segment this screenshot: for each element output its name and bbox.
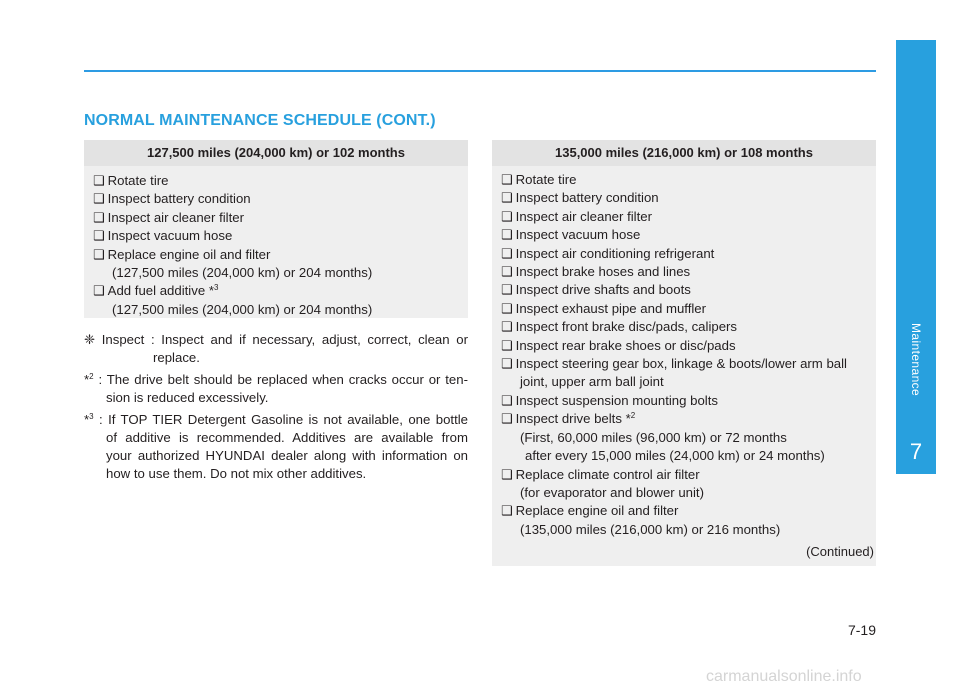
item-detail: (127,500 miles (204,000 km) or 204 months) (112, 301, 373, 317)
list-item: ❑ Replace engine oil and filter (501, 502, 876, 520)
chapter-number-tab: 7 (896, 430, 936, 474)
schedule-box-135000 (492, 140, 876, 566)
note-inspect: ❈ Inspect : Inspect and if necessary, adjust, correct, clean or replace. (84, 332, 468, 365)
list-item: ❑ Replace engine oil and filter (93, 246, 468, 264)
checkbox-icon: ❑ (93, 209, 105, 225)
checkbox-icon: ❑ (501, 392, 513, 408)
list-item: ❑ Rotate tire (501, 171, 876, 189)
footnotes (84, 331, 468, 487)
note-3: *$^3$ : If TOP TIER Detergent Gasoline is not available, one bottle of additive is recommended. Additives are available from your authorized HYUNDAI dealer along with information on how to use them. Do not mix other additives. (84, 412, 468, 481)
top-rule (84, 70, 876, 72)
list-item: ❑ Inspect brake hoses and lines (501, 263, 876, 281)
schedule-box-127500 (84, 140, 468, 318)
list-item: ❑ Inspect air cleaner filter (93, 209, 468, 227)
list-item: ❑ Add fuel additive *$^3$ (93, 282, 468, 300)
checkbox-icon: ❑ (501, 411, 513, 427)
checkbox-icon: ❑ (501, 319, 513, 335)
checkbox-icon: ❑ (501, 190, 513, 206)
list-item: ❑ Inspect vacuum hose (93, 227, 468, 245)
list-item: ❑ Inspect vacuum hose (501, 226, 876, 244)
list-item: ❑ Inspect air conditioning refrigerant (501, 245, 876, 263)
list-item: ❑ Inspect steering gear box, linkage & boots/lower arm ball (501, 355, 876, 373)
checkbox-icon: ❑ (501, 337, 513, 353)
list-item: ❑ Inspect exhaust pipe and muffler (501, 300, 876, 318)
watermark: carmanualsonline.info (706, 668, 862, 685)
checkbox-icon: ❑ (93, 283, 105, 299)
checkbox-icon: ❑ (501, 245, 513, 261)
list-item: ❑ Rotate tire (93, 172, 468, 190)
checkbox-icon: ❑ (501, 466, 513, 482)
item-detail: (First, 60,000 miles (96,000 km) or 72 months (520, 429, 787, 445)
list-item: ❑ Inspect front brake disc/pads, calipers (501, 318, 876, 336)
item-detail: (127,500 miles (204,000 km) or 204 months) (112, 265, 373, 281)
list-item: ❑ Replace climate control air filter (501, 466, 876, 484)
list-item: ❑ Inspect rear brake shoes or disc/pads (501, 337, 876, 355)
schedule-box-header: 135,000 miles (216,000 km) or 108 months (492, 140, 876, 166)
schedule-box-header: 127,500 miles (204,000 km) or 102 months (84, 140, 468, 166)
checkbox-icon: ❑ (501, 503, 513, 519)
list-item: ❑ Inspect battery condition (501, 189, 876, 207)
checkbox-icon: ❑ (501, 172, 513, 187)
checkbox-icon: ❑ (501, 208, 513, 224)
checkbox-icon: ❑ (501, 356, 513, 372)
item-detail: (135,000 miles (216,000 km) or 216 months) (520, 521, 781, 537)
page-number: 7-19 (847, 622, 876, 638)
footnote-ref: 3 (213, 283, 219, 293)
checkbox-icon: ❑ (93, 173, 105, 188)
item-detail: after every 15,000 miles (24,000 km) or 24 months) (525, 448, 825, 464)
list-item: ❑ Inspect drive shafts and boots (501, 281, 876, 299)
item-detail: joint, upper arm ball joint (520, 374, 664, 390)
list-item: ❑ Inspect battery condition (93, 190, 468, 208)
schedule-list (84, 166, 468, 319)
checkbox-icon: ❑ (501, 300, 513, 316)
checkbox-icon: ❑ (501, 282, 513, 298)
chapter-label: Maintenance (909, 323, 923, 397)
list-item: ❑ Inspect suspension mounting bolts (501, 392, 876, 410)
checkbox-icon: ❑ (501, 264, 513, 280)
note-2: *$^2$ : The drive belt should be replaced when cracks occur or ten- sion is reduced excessively. (84, 372, 468, 405)
checkbox-icon: ❑ (93, 246, 105, 262)
section-title: NORMAL MAINTENANCE SCHEDULE (CONT.) (84, 112, 436, 129)
continued-label: (Continued) (806, 544, 874, 560)
item-detail: (for evaporator and blower unit) (520, 484, 704, 500)
list-item: ❑ Inspect drive belts *$^2$ (501, 410, 876, 428)
footnote-ref: 2 (630, 411, 636, 421)
checkbox-icon: ❑ (501, 227, 513, 243)
schedule-list (492, 166, 876, 561)
list-item: ❑ Inspect air cleaner filter (501, 208, 876, 226)
checkbox-icon: ❑ (93, 228, 105, 244)
checkbox-icon: ❑ (93, 191, 105, 207)
note-mark-icon: ❈ (84, 332, 96, 347)
